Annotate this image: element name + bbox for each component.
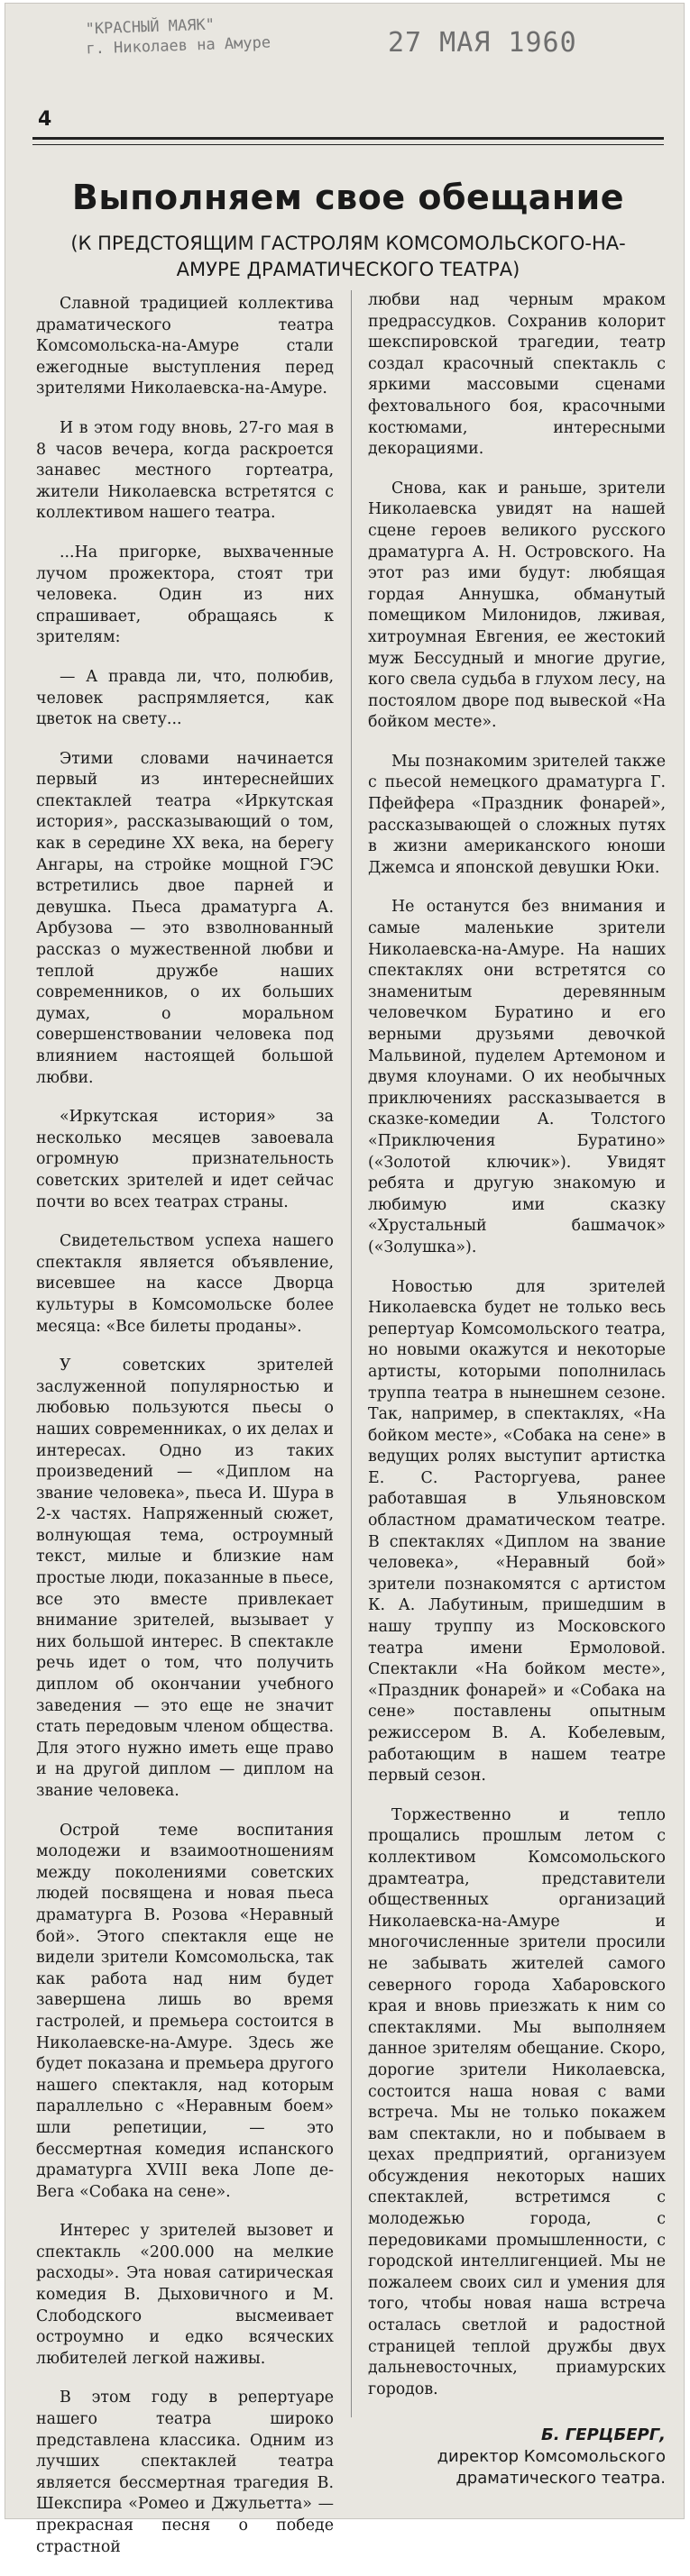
author-title-line1: директор Комсомольского bbox=[437, 2447, 666, 2466]
article-signature bbox=[368, 2425, 666, 2489]
paragraph: В этом году в репертуаре нашего театра широко представлена классика. Одним из лучших спектаклей театра является бессмертная трагедия В. Шекспира «Ромео и Джульетта» — прекрасная песня о победе страстной bbox=[36, 2389, 334, 2556]
paragraph: «Иркутская история» за несколько месяцев завоевала огромную признательность советских зрителей и идет сейчас почти во всех театрах страны. bbox=[36, 1108, 334, 1211]
stamp-city: г. Николаев на Амуре bbox=[86, 33, 271, 59]
page-number: 4 bbox=[38, 108, 52, 131]
paragraph: Не останутся без внимания и самые маленькие зрители Николаевска-на-Амуре. На наших спектаклях они встретятся со знаменитым деревянным человечком Буратино и его верными друзьями девочкой Мальвиной, пуделем Артемоном и двумя клоунами. О их необычных приключениях рассказывается в сказке-комедии А. Толстого «Приключения Буратино» («Золотой ключик»). Увидят ребята и другую знакомую и любимую ими сказку «Хрустальный башмачок» («Золушка»). bbox=[368, 898, 666, 1256]
left-column bbox=[36, 294, 334, 2576]
paragraph: У советских зрителей заслуженной популярностью и любовью пользуются пьесы о наших современниках, о их делах и интересах. Одно из таких произведений — «Диплом на звание человека», пьеса И. Шура в 2-х частях. Напряженный сюжет, волнующая тема, остроумный текст, милые и близкие нам простые люди, показанные в пьесе, все это вместе привлекает внимание зрителей, вызывает у них большой интерес. В спектакле речь идет о том, что получить диплом об окончании учебного заведения — это еще не значит стать передовым членом общества. Для этого нужно иметь еще право и на другой диплом — диплом на звание человека. bbox=[36, 1357, 334, 1800]
date-stamp: 27 МАЯ 1960 bbox=[388, 27, 577, 59]
stamp-paper-name: "КРАСНЫЙ МАЯК" bbox=[85, 15, 216, 39]
paragraph: Мы познакомим зрителей также с пьесой немецкого драматурга Г. Пфейфера «Праздник фонарей», рассказывающей о сложных путях в жизни американского юноши Джемса и японской девушки Юки. bbox=[368, 752, 666, 877]
paragraph: Интерес у зрителей вызовет и спектакль «200.000 на мелкие расходы». Эта новая сатирическая комедия В. Дыховичного и М. Слободского высмеивает остроумно и едко всяческих любителей легкой наживы. bbox=[36, 2222, 334, 2368]
paragraph: Торжественно и тепло прощались прошлым летом с коллективом Комсомольского драмтеатра, представители общественных организаций Николаевска-на-Амуре и многочисленные зрители просили не забывать жителей самого северного города Хабаровского края и вновь приезжать к ним со спектаклями. Мы выполняем данное зрителям обещание. Скоро, дорогие зрители Николаевска, состоится наша новая с вами встреча. Мы не только покажем вам спектакли, но и побываем в цехах предприятий, организуем обсуждения некоторых наших спектаклей, встретимся с молодежью города, с передовиками промышленности, с городской интеллигенцией. Мы не пожалеем своих сил и умения для того, чтобы новая наша встреча осталась светлой и радостной страницей теплой дружбы двух дальневосточных, приамурских городов. bbox=[368, 1805, 666, 2398]
newspaper-stamp bbox=[85, 13, 271, 59]
paragraph: Острой теме воспитания молодежи и взаимоотношениям между поколениями советских людей посвящена и новая пьеса драматурга В. Розова «Неравный бой». Этого спектакля еще не видели зрители Комсомольска, так как работа над ним будет завершена лишь во время гастролей, и премьера состоится в Николаевске-на-Амуре. Здесь же будет показана и премьера другого нашего спектакля, над которым параллельно с «Неравным боем» шли репетиции, — это бессмертная комедия испанского драматурга XVIII века Лопе де-Вега «Собака на сене». bbox=[36, 1821, 334, 2201]
paragraph: Свидетельством успеха нашего спектакля является объявление, висевшее на кассе Дворца культуры в Комсомольске более месяца: «Все билеты проданы». bbox=[36, 1232, 334, 1336]
paragraph: Этими словами начинается первый из интереснейших спектаклей театра «Иркутская история», рассказывающий о том, как в середине XX века, на берегу Ангары, на стройке мощной ГЭС встретились двое парней и девушка. Пьеса драматурга А. Арбузова — это взволнованный рассказ о мужественной любви и теплой дружбе наших современников, о их больших думах, о моральном совершенствовании человека под влиянием настоящей большой любви. bbox=[36, 749, 334, 1087]
right-column bbox=[368, 290, 666, 2418]
paragraph: Новостью для зрителей Николаевска будет не только весь репертуар Комсомольского театра, но новыми окажутся и некоторые артисты, которыми пополнилась труппа театра в нынешнем сезоне. Так, например, в спектаклях, «На бойком месте», «Собака на сене» в ведущих ролях выступит артистка Е. С. Расторгуева, ранее работавшая в Ульяновском областном драматическом театре. В спектаклях «Диплом на звание человека», «Неравный бой» зрители познакомятся с артистом К. А. Лабутиным, пришедшим в нашу труппу из Московского театра имени Ермоловой. Спектакли «На бойком месте», «Праздник фонарей» и «Собака на сене» поставлены опытным режиссером В. А. Кобелевым, работающим в нашем театре первый сезон. bbox=[368, 1277, 666, 1786]
paragraph: любви над черным мраком предрассудков. Сохранив колорит шекспировской трагедии, театр создал красочный спектакль с яркими массовыми сценами фехтовального боя, красочными костюмами, интересными декорациями. bbox=[368, 291, 666, 459]
article-headline: Выполняем свое обещание bbox=[71, 178, 625, 217]
paragraph: Снова, как и раньше, зрители Николаевска увидят на нашей сцене героев великого русского драматурга А. Н. Островского. На этот раз ими будут: любящая гордая Аннушка, обманутый помещиком Милонидов, лживая, хитроумная Евгения, ее жестокий муж Бессудный и многие другие, кого свела судьба в глухом лесу, на постоялом дворе под вывеской «На бойком месте». bbox=[368, 479, 666, 732]
author-name: Б. ГЕРЦБЕРГ, bbox=[541, 2425, 666, 2444]
paragraph: Славной традицией коллектива драматического театра Комсомольска-на-Амуре стали ежегодные выступления перед зрителями Николаевска-на-Амуре. bbox=[36, 295, 334, 398]
paragraph: — А правда ли, что, полюбив, человек распрямляется, как цветок на свету... bbox=[36, 667, 334, 729]
author-title-line2: драматического театра. bbox=[455, 2469, 666, 2488]
paragraph: И в этом году вновь, 27-го мая в 8 часов вечера, когда раскроется занавес местного гортеатра, жители Николаевска встретятся с коллективом нашего театра. bbox=[36, 418, 334, 523]
article-subheadline: (К ПРЕДСТОЯЩИМ ГАСТРОЛЯМ КОМСОМОЛЬСКОГО-НА-АМУРЕ ДРАМАТИЧЕСКОГО ТЕАТРА) bbox=[70, 233, 626, 280]
paragraph: ...На пригорке, выхваченные лучом прожектора, стоят три человека. Один из них спрашивает, обращаясь к зрителям: bbox=[36, 543, 334, 647]
top-rule-thin bbox=[32, 144, 664, 145]
column-divider bbox=[351, 290, 352, 2417]
top-rule bbox=[32, 137, 664, 140]
